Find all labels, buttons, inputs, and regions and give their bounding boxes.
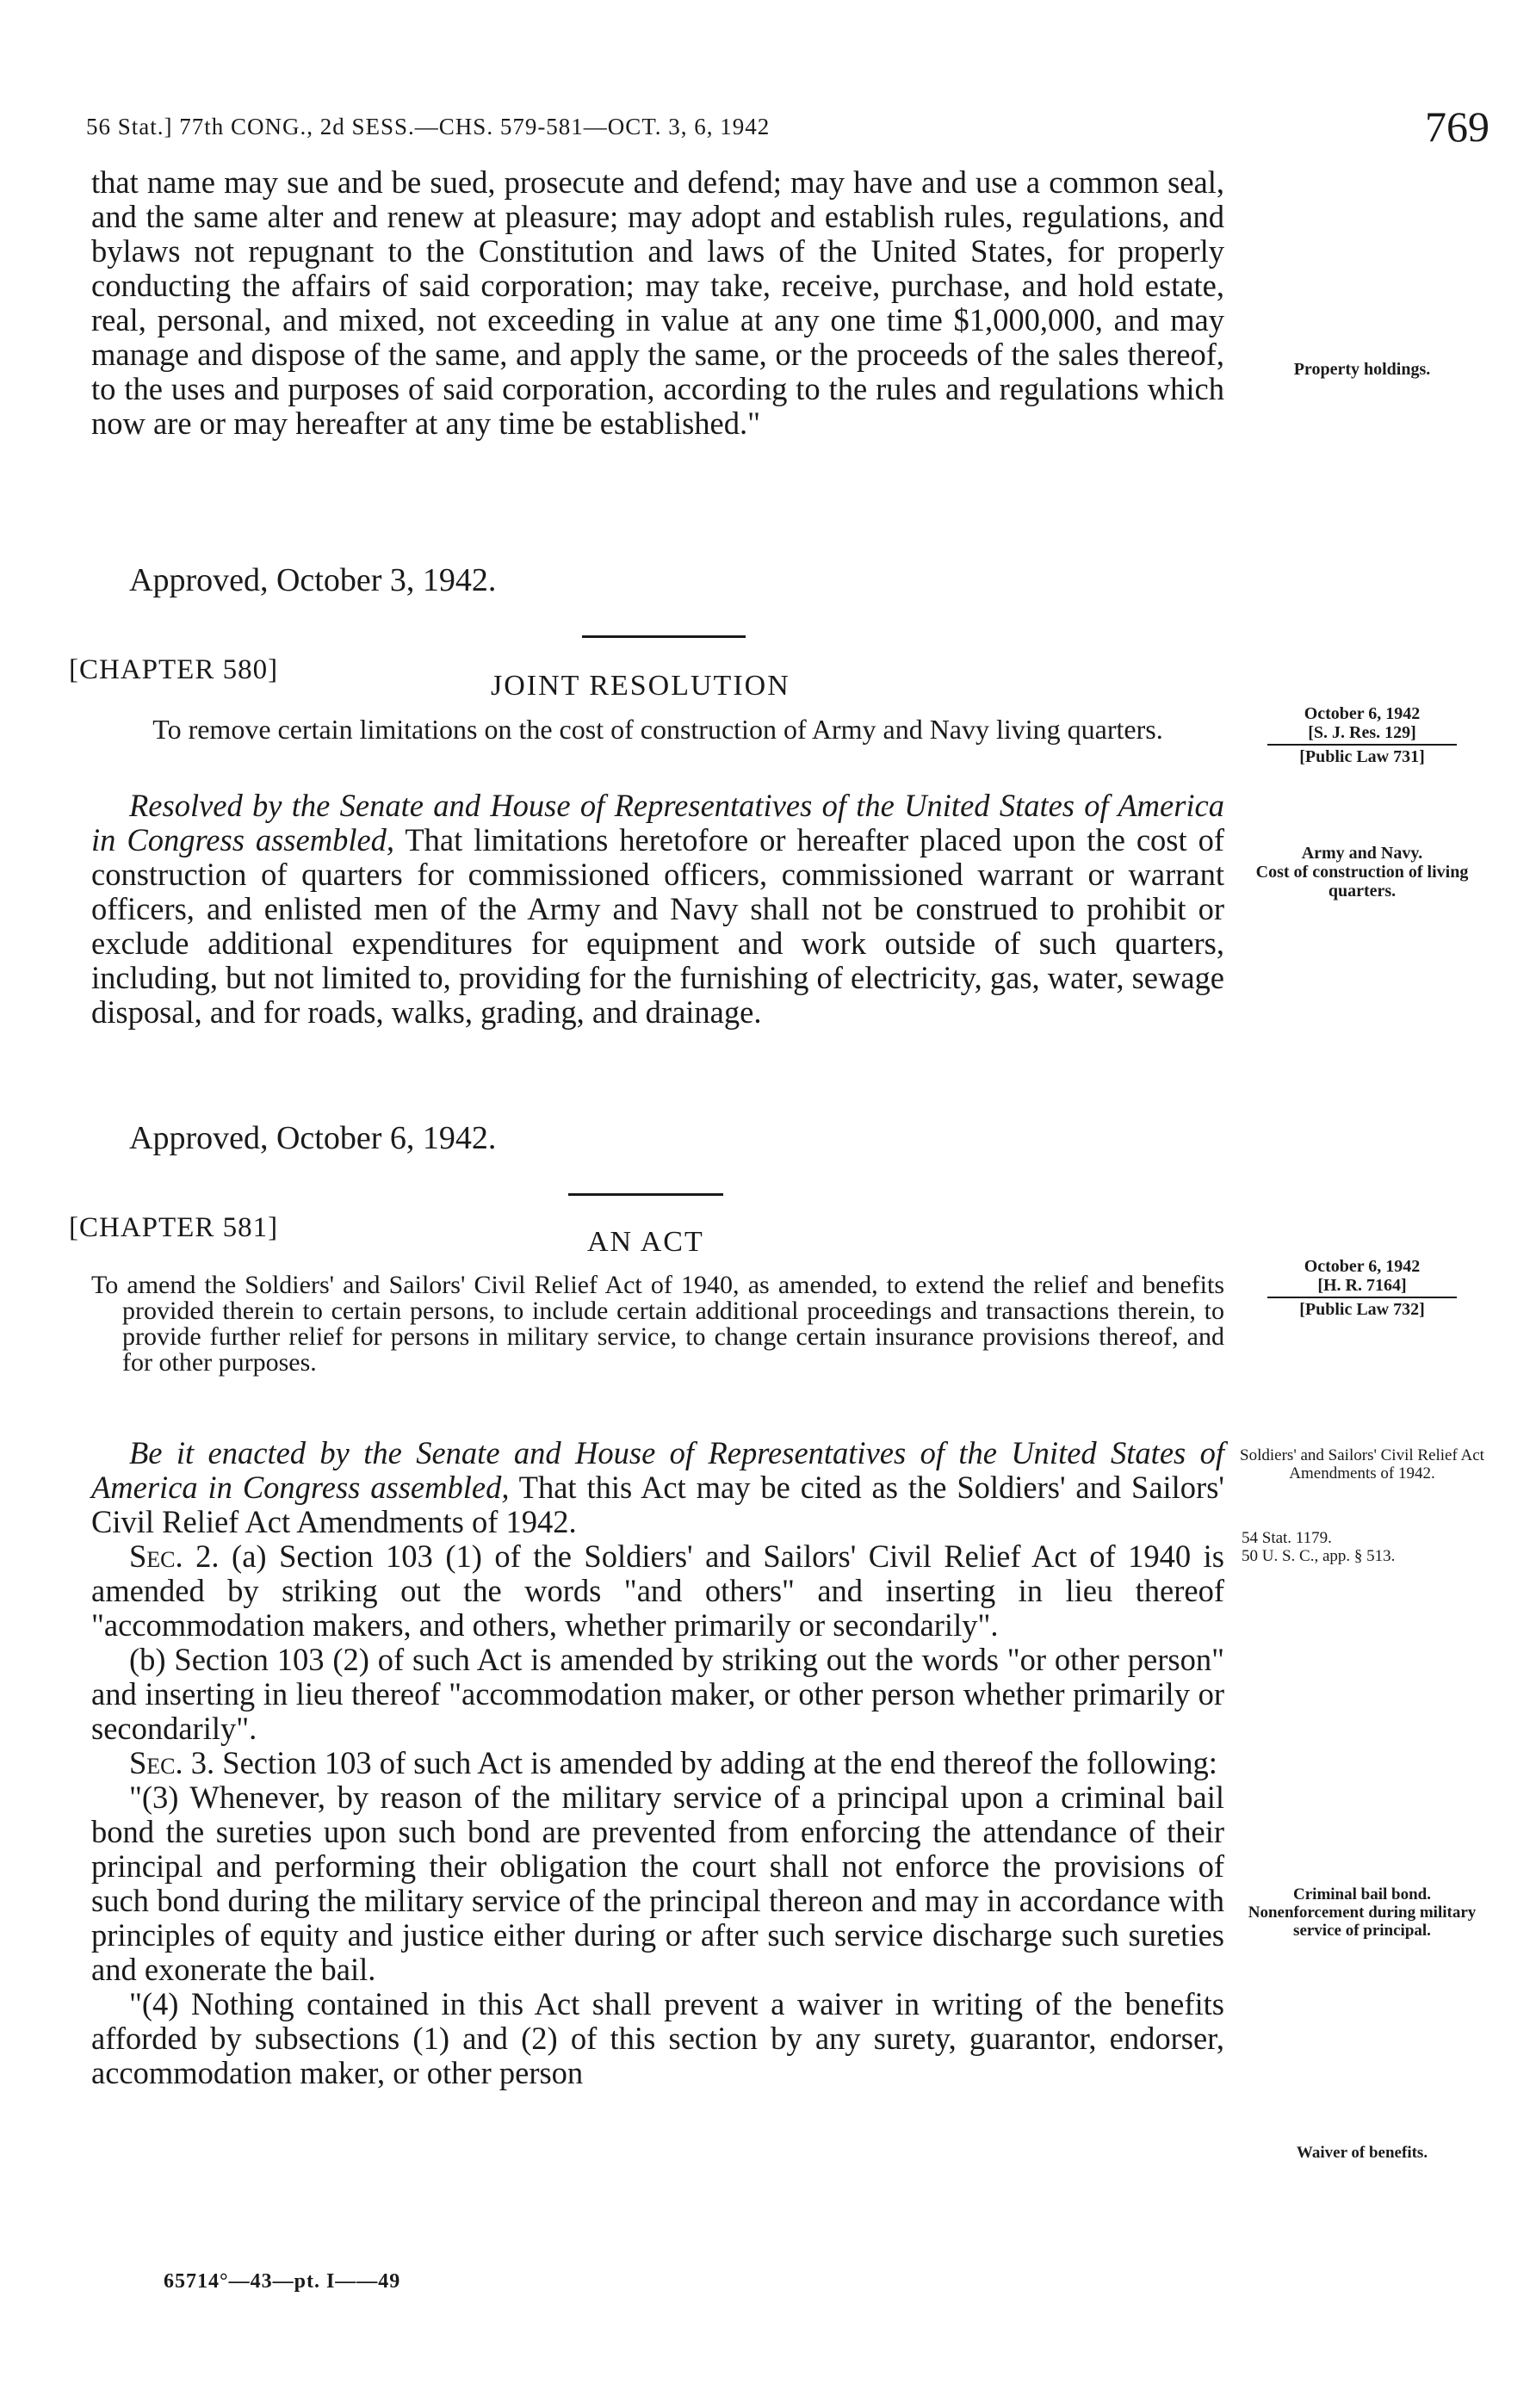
chapter-580-label: [CHAPTER 580]	[69, 654, 279, 685]
margin-bail-bond	[1233, 1885, 1491, 1940]
chapter-580-title-text: To remove certain limitations on the cost of construction of Army and Navy living quarters.	[152, 714, 1163, 745]
chapter-581-para-3: "(3) Whenever, by reason of the military service of a principal upon a criminal bail bond the sureties upon such bond are prevented from enforcing the attendance of their principal and performing their obligation the court shall not enforce the provisions of such bond during the military service of the principal thereon and may in accordance with principles of equity and justice either during or after such service discharge such sureties and exonerate the bail.	[91, 1780, 1224, 1987]
chapter-581-sec-1-text: That this Act may be cited as the Soldiers' and Sailors' Civil Relief Act Amendments of 1942.	[91, 1470, 1224, 1539]
chapter-581-label: [CHAPTER 581]	[69, 1212, 279, 1243]
margin-bail-heading: Criminal bail bond.	[1293, 1885, 1431, 1903]
chapter-580-doc-type: JOINT RESOLUTION	[491, 670, 790, 702]
section-rule	[582, 635, 746, 638]
chapter-579-continuation	[91, 165, 1224, 441]
margin-waiver: Waiver of benefits.	[1296, 2144, 1428, 2162]
chapter-581-margin-ref	[1233, 1257, 1491, 1319]
chapter-581-sec-2a	[91, 1539, 1224, 1643]
margin-citations	[1233, 1529, 1457, 1565]
margin-rule	[1267, 1297, 1457, 1298]
chapter-579-approved: Approved, October 3, 1942.	[129, 562, 497, 598]
chapter-581-para-4: "(4) Nothing contained in this Act shall prevent a waiver in writing of the benefits afforded by subsections (1) and (2) of this section by any surety, guarantor, endorser, accommodation maker, or other person	[91, 1986, 1224, 2090]
margin-bail-detail: Nonenforcement during military service of principal.	[1248, 1903, 1477, 1940]
chapter-580-title	[91, 715, 1224, 744]
chapter-580-resolving-clause: Resolved by the Senate and House of Representatives of the United States of America in Congress assembled,	[91, 788, 1224, 857]
margin-army-navy: Army and Navy.	[1301, 844, 1423, 863]
margin-cite-usc: 50 U. S. C., app. § 513.	[1242, 1547, 1396, 1565]
chapter-580-approved: Approved, October 6, 1942.	[129, 1120, 497, 1156]
margin-property-holdings: Property holdings.	[1293, 360, 1431, 379]
page-number: 769	[1425, 102, 1490, 151]
chapter-581-sec-1	[91, 1436, 1224, 1539]
chapter-581-sec-2b: (b) Section 103 (2) of such Act is amended by striking out the words "or other person" and inserting in lieu thereof "accommodation maker, or other person whether primarily or secondarily".	[91, 1642, 1224, 1746]
chapter-580-paragraph	[91, 789, 1224, 1030]
margin-short-title: Soldiers' and Sailors' Civil Relief Act Amendments of 1942.	[1240, 1446, 1484, 1483]
page-header	[86, 102, 1490, 153]
sec-2-label: Sec.	[129, 1538, 183, 1574]
chapter-581-margin-bill: [H. R. 7164]	[1317, 1276, 1407, 1295]
chapter-580-margin-bill: [S. J. Res. 129]	[1308, 723, 1416, 742]
running-head: 56 Stat.] 77th CONG., 2d SESS.—CHS. 579-581—OCT. 3, 6, 1942	[86, 114, 771, 139]
chapter-581-sec-2a-text: 2. (a) Section 103 (1) of the Soldiers' and Sailors' Civil Relief Act of 1940 is amended by striking out the words "and others" and inserting in lieu thereof "accommodation makers, and others, whether primarily or secondarily".	[91, 1538, 1224, 1643]
chapter-581-doc-type: AN ACT	[587, 1226, 704, 1258]
chapter-581-sec-3-text: 3. Section 103 of such Act is amended by adding at the end thereof the following:	[183, 1745, 1217, 1780]
chapter-580-margin-law: [Public Law 731]	[1299, 747, 1425, 766]
chapter-581-title-text: To amend the Soldiers' and Sailors' Civil Relief Act of 1940, as amended, to extend the relief and benefits provided therein to certain persons, to include certain additional proceedings and transactions therein, to provide further relief for persons in military service, to change certain insurance provisions thereof, and for other purposes.	[91, 1271, 1224, 1377]
margin-rule	[1267, 744, 1457, 746]
margin-cite-stat: 54 Stat. 1179.	[1242, 1529, 1332, 1547]
margin-cost-construction: Cost of construction of living quarters.	[1255, 863, 1469, 901]
chapter-580-body	[91, 789, 1224, 1030]
section-rule	[568, 1193, 723, 1196]
chapter-580-margin-ref	[1233, 704, 1491, 766]
sec-3-label: Sec.	[129, 1745, 183, 1780]
chapter-581-title	[91, 1272, 1224, 1376]
chapter-580-body-text: That limitations heretofore or hereafter placed upon the cost of construction of quarters for commissioned officers, commissioned warrant or warrant officers, and enlisted men of the Army and Navy shall not be construed to prohibit or exclude additional expenditures for equipment and work outside of such quarters, including, but not limited to, providing for the furnishing of electricity, gas, water, sewage disposal, and for roads, walks, grading, and drainage.	[91, 822, 1224, 1030]
chapter-581-body	[91, 1436, 1224, 2090]
chapter-580-margin-topic	[1233, 844, 1491, 901]
chapter-581-margin-date: October 6, 1942	[1304, 1257, 1421, 1276]
chapter-581-enacting-clause: Be it enacted by the Senate and House of Representatives of the United States of America in Congress assembled,	[91, 1435, 1224, 1505]
chapter-580-margin-date: October 6, 1942	[1304, 704, 1421, 723]
chapter-581-sec-3	[91, 1746, 1224, 1780]
chapter-579-text: that name may sue and be sued, prosecute and defend; may have and use a common seal, and the same alter and renew at pleasure; may adopt and establish rules, regulations, and bylaws not repugnant to the Constitution and laws of the United States, for properly conducting the affairs of said corporation; may take, receive, purchase, and hold estate, real, personal, and mixed, not exceeding in value at any one time $1,000,000, and may manage and dispose of the same, and apply the same, or the proceeds of the sales thereof, to the uses and purposes of said corporation, according to the rules and regulations which now are or may hereafter at any time be established."	[91, 164, 1224, 441]
chapter-581-margin-law: [Public Law 732]	[1299, 1300, 1425, 1319]
printer-signature: 65714°—43—pt. I——49	[164, 2270, 401, 2293]
